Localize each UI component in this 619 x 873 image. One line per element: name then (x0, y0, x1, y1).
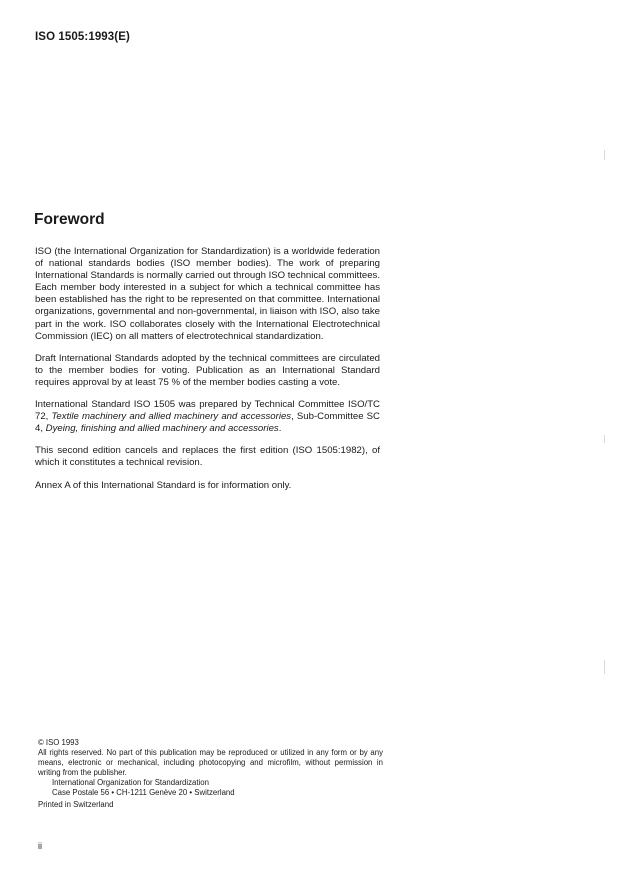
paragraph-edition: This second edition cancels and replaces the first edition (ISO 1505:1982), of which it constitutes a technical revision. (35, 445, 380, 469)
copyright-line: © ISO 1993 (38, 738, 79, 747)
scan-edge-mark (604, 660, 605, 674)
organization-name: International Organization for Standardization (52, 778, 209, 787)
paragraph-annex: Annex A of this International Standard is for information only. (35, 479, 292, 491)
paragraph-prepared-by (35, 399, 380, 435)
scan-edge-mark (604, 435, 605, 443)
prepared-by-text: International Standard ISO 1505 was prepared by Technical Committee ISO/TC 72, (35, 399, 380, 423)
subcommittee-text: , Sub-Committee SC 4, (35, 411, 380, 435)
subcommittee-title: Dyeing, finishing and allied machinery and accessories (45, 423, 279, 435)
organization-address: Case Postale 56 • CH-1211 Genève 20 • Switzerland (52, 788, 235, 797)
copyright-block (38, 738, 383, 810)
printed-in: Printed in Switzerland (38, 800, 114, 809)
paragraph-iso-intro: ISO (the International Organization for Standardization) is a worldwide federation of national standards bodies (ISO member bodies). The work of preparing International Standards is normally carried out through ISO technical committees. Each member body interested in a subject for which a technical committee has been established has the right to be represented on that committee. International organizations, governmental and non-governmental, in liaison with ISO, also take part in the work. ISO collaborates closely with the International Electrotechnical Commission (IEC) on all matters of electrotechnical standardization. (35, 246, 381, 342)
paragraph-draft-standards: Draft International Standards adopted by the technical committees are circulated to the member bodies for voting. Publication as an International Standard requires approval by at least 75 % of the member bodies casting a vote. (35, 352, 380, 388)
page-number: ii (38, 841, 42, 851)
period: . (278, 423, 282, 435)
rights-notice: All rights reserved. No part of this publication may be reproduced or utilized in any form or by any means, electronic or mechanical, including photocopying and microfilm, without permission in writing from the publisher. (38, 748, 383, 777)
foreword-body (35, 246, 380, 502)
scan-edge-mark (604, 150, 605, 160)
document-code: ISO 1505:1993(E) (35, 31, 130, 43)
foreword-heading: Foreword (34, 211, 105, 228)
committee-title: Textile machinery and allied machinery and accessories (51, 411, 292, 423)
